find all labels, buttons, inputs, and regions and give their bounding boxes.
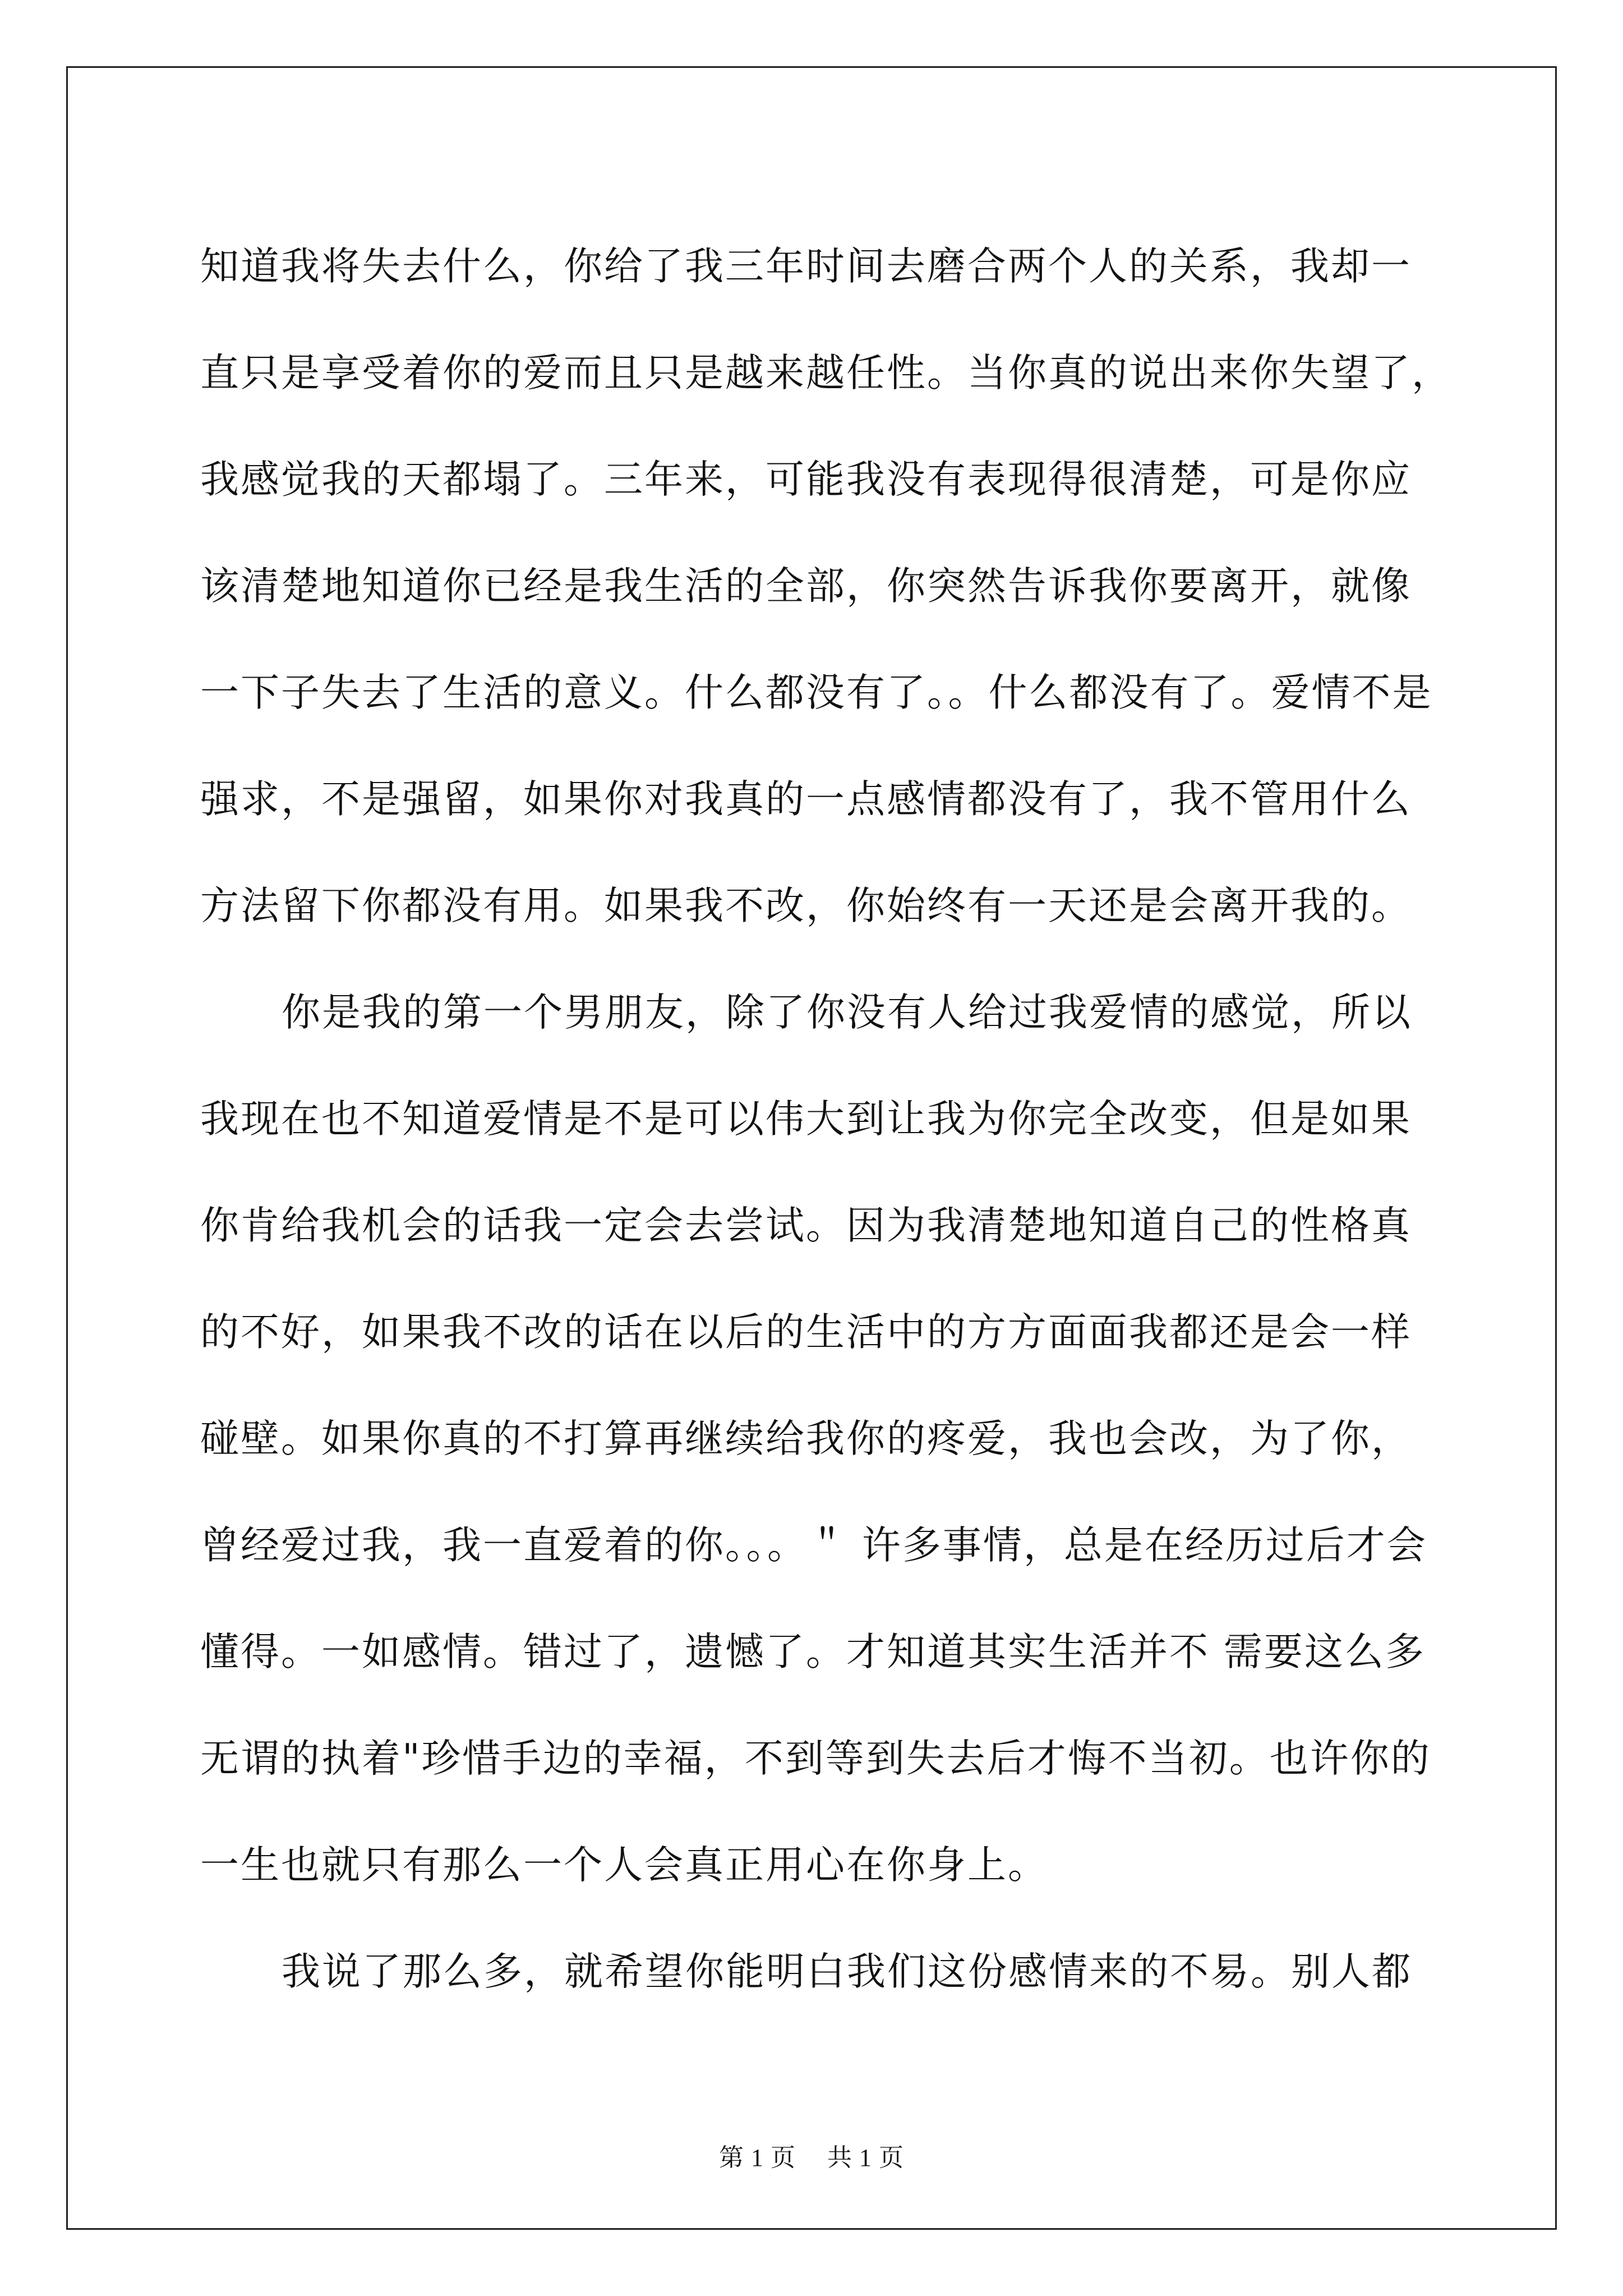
text-line: 碰壁。如果你真的不打算再继续给我你的疼爱，我也会改，为了你， xyxy=(200,1416,1412,1461)
text-line: 方法留下你都没有用。如果我不改，你始终有一天还是会离开我的。 xyxy=(200,884,1412,928)
text-line: 该清楚地知道你已经是我生活的全部，你突然告诉我你要离开，就像 xyxy=(200,564,1412,609)
page-total: 共 1 页 xyxy=(827,2144,904,2171)
paragraph-start-line: 你是我的第一个男朋友，除了你没有人给过我爱情的感觉，所以 xyxy=(282,990,1412,1035)
text-line: 一下子失去了生活的意义。什么都没有了。。什么都没有了。爱情不是 xyxy=(200,670,1433,715)
text-line: 的不好，如果我不改的话在以后的生活中的方方面面我都还是会一样 xyxy=(200,1310,1412,1355)
text-line: 知道我将失去什么，你给了我三年时间去磨合两个人的关系，我却一 xyxy=(200,244,1412,289)
text-line: 我感觉我的天都塌了。三年来，可能我没有表现得很清楚，可是你应 xyxy=(200,457,1412,502)
text-line: 一生也就只有那么一个人会真正用心在你身上。 xyxy=(200,1843,1048,1888)
document-body xyxy=(200,213,1452,2025)
text-line: 我现在也不知道爱情是不是可以伟大到让我为你完全改变，但是如果 xyxy=(200,1097,1412,1142)
text-line: 你肯给我机会的话我一定会去尝试。因为我清楚地知道自己的性格真 xyxy=(200,1203,1412,1248)
text-line: 曾经爱过我，我一直爱着的你。。。＂ 许多事情，总是在经历过后才会 xyxy=(200,1523,1427,1568)
text-line: 无谓的执着"珍惜手边的幸福，不到等到失去后才悔不当初。也许你的 xyxy=(200,1736,1431,1781)
text-line: 直只是享受着你的爱而且只是越来越任性。当你真的说出来你失望了， xyxy=(200,351,1452,395)
paragraph-start-line: 我说了那么多，就希望你能明白我们这份感情来的不易。别人都 xyxy=(282,1949,1412,1994)
text-line: 强求，不是强留，如果你对我真的一点感情都没有了，我不管用什么 xyxy=(200,777,1412,822)
page-number: 第 1 页 xyxy=(719,2144,796,2171)
page-footer xyxy=(0,2137,1623,2173)
text-line: 懂得。一如感情。错过了，遗憾了。才知道其实生活并不 需要这么多 xyxy=(200,1630,1426,1674)
